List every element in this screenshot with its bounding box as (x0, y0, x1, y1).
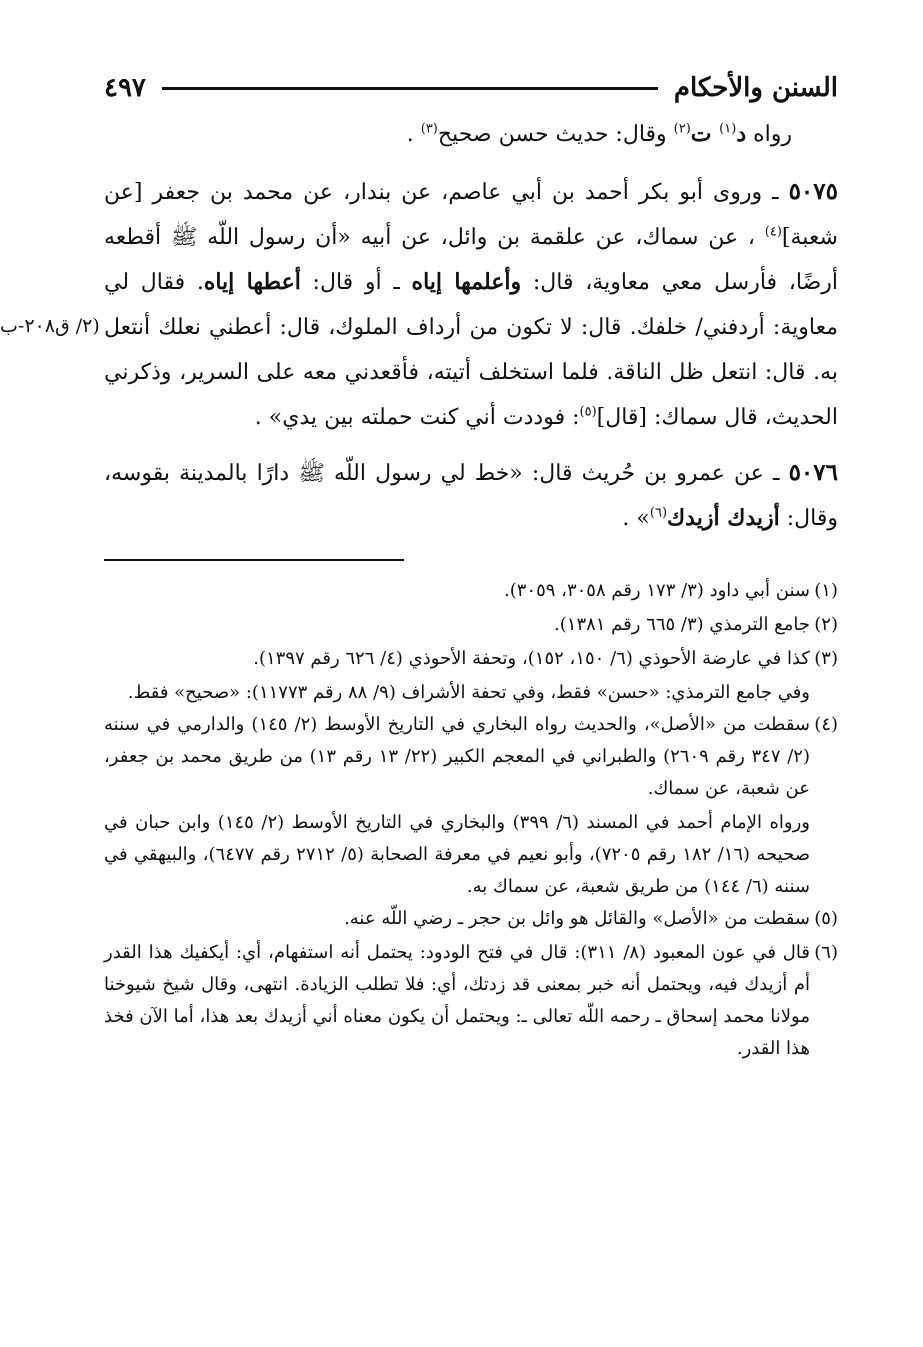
footnote-4 (104, 709, 838, 805)
hadith-text: ـ أو قال: (300, 270, 412, 295)
footnote-number: (٦) (814, 942, 838, 963)
footnote-2 (104, 609, 838, 641)
running-title: السنن والأحكام (673, 73, 838, 103)
footnote-separator (104, 559, 404, 561)
hadith-text: ـ وروى أبو بكر أحمد بن أبي عاصم، عن بندار، عن محمد بن جعفر [عن شعبة] (104, 180, 838, 250)
hadith-text: » . (622, 506, 650, 531)
running-header (104, 64, 838, 112)
footnote-number: (١) (814, 580, 838, 601)
hadith-text: . فقال لي معاوية: أردفني/ خلفك. قال: لا تكون من أرداف الملوك، قال: أعطني نعلك أنتعل به. قال: انتعل ظل الناقة. فلما استخلف أتيته، فأقعدني معه على السرير، وذكرني الحديث، قال سماك: [قال] (104, 270, 838, 430)
header-rule (162, 87, 658, 90)
page-number: ٤٩٧ (104, 73, 146, 103)
footnote-4-continued: ورواه الإمام أحمد في المسند (٦/ ٣٩٩) والبخاري في التاريخ الأوسط (٢/ ١٤٥) وابن حبان في صحيحه (١٦/ ١٨٢ رقم ٧٢٠٥)، وأبو نعيم في معرفة الصحابة (٥/ ٢٧١٢ رقم ٦٤٧٧)، والبيهقي في سننه (٦/ ١٤٤) من طريق شعبة، عن سماك به. (104, 812, 810, 897)
footnote-number: (٢) (814, 614, 838, 635)
hadith-5075 (0, 169, 839, 440)
hadith-text: ، عن سماك، عن علقمة بن وائل، عن أبيه «أن رسول اللّه ﷺ أقطعه أرضًا، فأرسل معي معاوية، قال: (104, 225, 839, 295)
hadith-5076 (104, 450, 838, 541)
reference-line (104, 112, 838, 157)
footnote-ref-2: (٢) (673, 121, 691, 137)
hadith-text: : فوددت أني كنت حملته بين يدي» . (254, 405, 580, 430)
footnote-6 (104, 937, 838, 1065)
footnote-text: سقطت من «الأصل»، والحديث رواه البخاري في التاريخ الأوسط (٢/ ١٤٥) والدارمي في سننه (٢/ ٣٤٧ رقم ٢٦٠٩) والطبراني في المعجم الكبير (٢٢/ ١٣ رقم ١٣) من طريق محمد بن جعفر، عن شعبة، عن سماك. (104, 714, 811, 799)
footnote-text: سقطت من «الأصل» والقائل هو وائل بن حجر ـ رضي اللّه عنه. (344, 908, 810, 929)
ref-text: رواه (746, 122, 792, 147)
abbrev-tirmidhi: ت (690, 121, 720, 147)
footnote-number: (٤) (814, 714, 839, 735)
footnote-3-continued: وفي جامع الترمذي: «حسن» فقط، وفي تحفة الأشراف (٩/ ٨٨ رقم ١١٧٧٣): «صحيح» فقط. (127, 682, 810, 703)
footnotes (104, 575, 838, 1065)
hadith-text: ـ عن عمرو بن حُريث قال: «خط لي رسول اللّه ﷺ دارًا بالمدينة بقوسه، وقال: (104, 461, 838, 531)
hadith-bold-phrase: أعطها إياه (203, 269, 301, 295)
footnote-ref-4: (٤) (764, 224, 782, 240)
footnote-number: (٥) (814, 908, 838, 929)
footnote-text: كذا في عارضة الأحوذي (٦/ ١٥٠، ١٥٢)، وتحفة الأحوذي (٤/ ٦٢٦ رقم ١٣٩٧). (253, 648, 810, 669)
footnote-number: (٣) (814, 648, 838, 669)
footnote-ref-3: (٣) (420, 121, 438, 137)
main-text (0, 112, 839, 541)
hadith-number: ٥٠٧٦ (788, 459, 838, 486)
footnote-5 (104, 903, 838, 935)
footnote-text: قال في عون المعبود (٨/ ٣١١): قال في فتح الودود: يحتمل أنه استفهام، أي: أيكفيك هذا القدر أم أزيدك فيه، ويحتمل أنه خبر بمعنى قد زدتك، أي: فلا تطلب الزيادة. انتهى، وقال شيخ شيوخنا مولانا محمد إسحاق ـ رحمه اللّه تعالى ـ: ويحتمل أن يكون معناه أني أزيدك بعد هذا، أما الآن فخذ هذا القدر. (104, 942, 810, 1059)
footnote-ref-6: (٦) (649, 505, 668, 521)
hadith-number: ٥٠٧٥ (788, 178, 838, 205)
abbrev-dawud: د (736, 121, 747, 147)
footnote-ref-5: (٥) (579, 404, 597, 420)
footnote-text: سنن أبي داود (٣/ ١٧٣ رقم ٣٠٥٨، ٣٠٥٩). (504, 580, 810, 601)
footnote-1 (104, 575, 838, 607)
footnote-3 (104, 643, 838, 675)
ref-text: . (406, 122, 421, 147)
footnote-ref-1: (١) (719, 121, 737, 137)
ref-text: وقال: حديث حسن صحيح (437, 122, 674, 147)
book-page (0, 64, 839, 1067)
manuscript-margin-note: (٢/ ق٢٠٨-ب (0, 315, 100, 337)
footnote-text: جامع الترمذي (٣/ ٦٦٥ رقم ١٣٨١). (554, 614, 810, 635)
hadith-bold-phrase: أزيدك أزيدك (667, 505, 780, 531)
hadith-bold-phrase: وأعلمها إياه (411, 269, 522, 295)
